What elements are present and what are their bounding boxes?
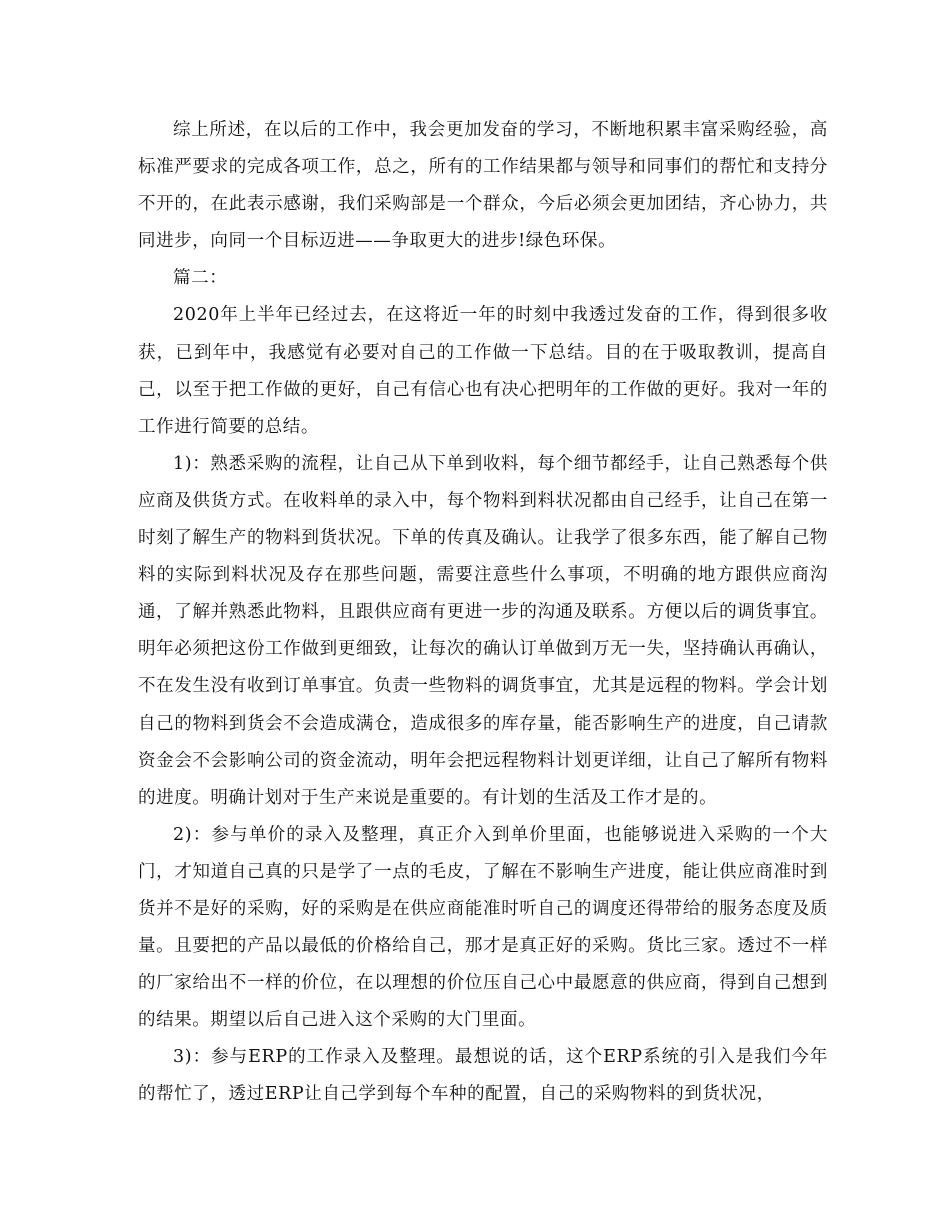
paragraph-item-3: 3)：参与ERP的工作录入及整理。最想说的话，这个ERP系统的引入是我们今年的帮忙了，透过ERP让自己学到每个车种的配置，自己的采购物料的到货状况，: [138, 1047, 828, 1105]
section-heading: 篇二：: [173, 268, 228, 289]
paragraph-item-2: 2)：参与单价的录入及整理，真正介入到单价里面，也能够说进入采购的一个大门，才知道自己真的只是学了一点的毛皮，了解在不影响生产进度，能让供应商准时到货并不是好的采购，好的采购是在供应商能准时听自己的调度还得带给的服务态度及质量。且要把的产品以最低的价格给自己，那才是真正好的采购。货比三家。透过不一样的厂家给出不一样的价位，在以理想的价位压自己心中最愿意的供应商，得到自己想到的结果。期望以后自己进入这个采购的大门里面。: [138, 824, 828, 1031]
document-body: [138, 112, 828, 1114]
paragraph-intro: 2020年上半年已经过去，在这将近一年的时刻中我透过发奋的工作，得到很多收获，已到年中，我感觉有必要对自己的工作做一下总结。目的在于吸取教训，提高自己，以至于把工作做的更好，自己有信心也有决心把明年的工作做的更好。我对一年的工作进行简要的总结。: [138, 305, 828, 437]
paragraph-conclusion: 综上所述，在以后的工作中，我会更加发奋的学习，不断地积累丰富采购经验，高标准严要求的完成各项工作，总之，所有的工作结果都与领导和同事们的帮忙和支持分不开的，在此表示感谢，我们采购部是一个群众，今后必须会更加团结，齐心协力，共同进步，向同一个目标迈进——争取更大的进步!绿色环保。: [138, 120, 828, 252]
paragraph-item-1: 1)：熟悉采购的流程，让自己从下单到收料，每个细节都经手，让自己熟悉每个供应商及供货方式。在收料单的录入中，每个物料到料状况都由自己经手，让自己在第一时刻了解生产的物料到货状况。下单的传真及确认。让我学了很多东西，能了解自己物料的实际到料状况及存在那些问题，需要注意些什么事项，不明确的地方跟供应商沟通，了解并熟悉此物料，且跟供应商有更进一步的沟通及联系。方便以后的调货事宜。明年必须把这份工作做到更细致，让每次的确认订单做到万无一失，坚持确认再确认，不在发生没有收到订单事宜。负责一些物料的调货事宜，尤其是远程的物料。学会计划自己的物料到货会不会造成满仓，造成很多的库存量，能否影响生产的进度，自己请款资金会不会影响公司的资金流动，明年会把远程物料计划更详细，让自己了解所有物料的进度。明确计划对于生产来说是重要的。有计划的生活及工作才是的。: [138, 453, 828, 808]
